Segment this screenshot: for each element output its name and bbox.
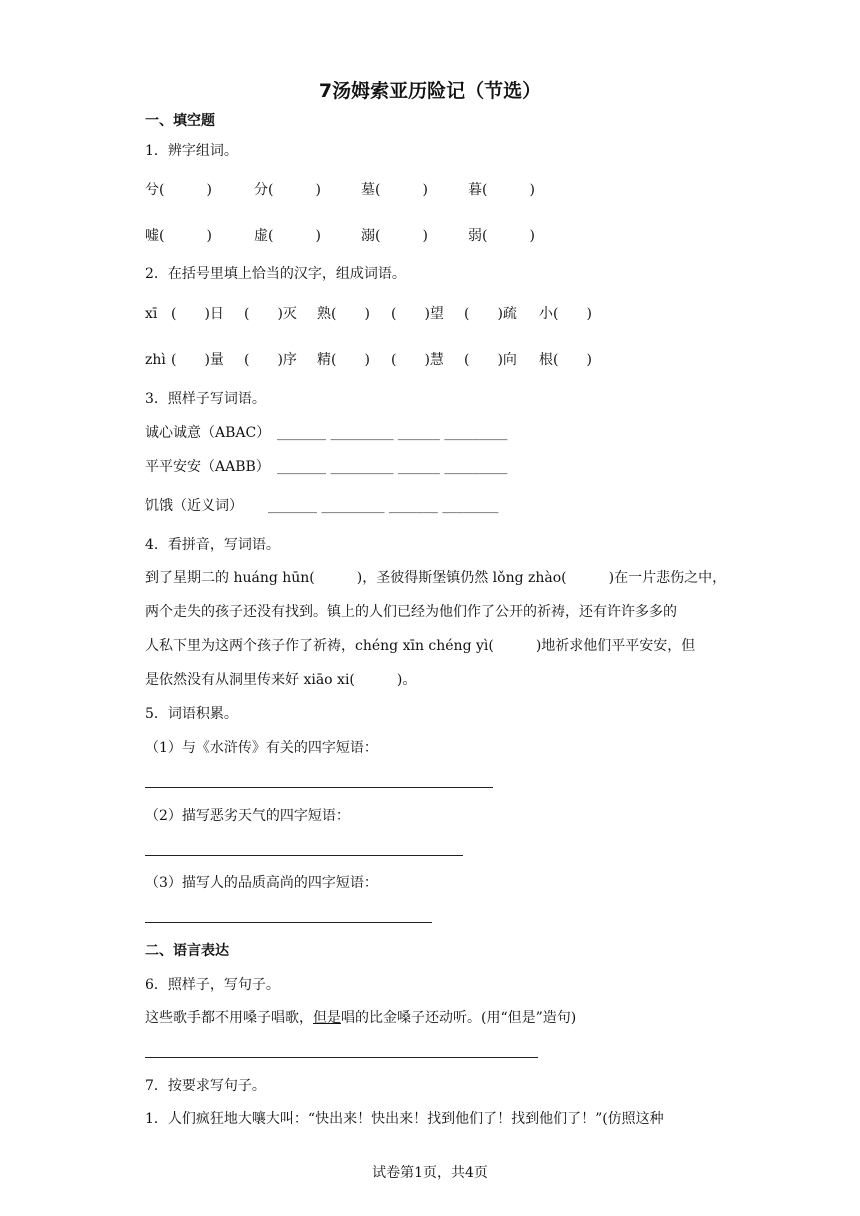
question-2-label: 2．在括号里填上恰当的汉字，组成词语。 xyxy=(145,266,406,282)
passage-line: 人私下里为这两个孩子作了祈祷，chéng xīn chéng yì( )地祈求他们平平安安，但 xyxy=(145,638,696,654)
q1-item: 溺( ) xyxy=(361,228,428,244)
question-6-label: 6．照样子，写句子。 xyxy=(145,977,280,993)
question-4-label: 4．看拼音，写词语。 xyxy=(145,537,280,553)
q2-item: 根( ) xyxy=(539,352,592,368)
q5-sub1: （1）与《水浒传》有关的四字短语： xyxy=(145,740,378,756)
q1-item: 嘘( ) xyxy=(145,228,212,244)
sentence-part: 唱的比金嗓子还动听。(用“但是”造句) xyxy=(341,1010,577,1026)
synonym-prompt: 饥饿（近义词） xyxy=(145,498,243,514)
q2-item: 精( ) xyxy=(317,352,370,368)
q1-item: 墓( ) xyxy=(361,182,428,198)
page-footer: 试卷第1页，共4页 xyxy=(372,1165,488,1181)
abac-answer-blanks[interactable]: _______ _________ ______ _________ xyxy=(277,425,508,441)
sentence-part: 这些歌手都不用嗓子唱歌， xyxy=(145,1010,313,1026)
q2-item: ( )向 xyxy=(464,352,517,368)
answer-line[interactable] xyxy=(145,855,463,856)
underlined-word: 但是 xyxy=(313,1010,341,1026)
pinyin-zhi: zhì xyxy=(145,352,166,368)
q2-item: ( )灭 xyxy=(244,306,297,322)
q2-item: ( )日 xyxy=(171,306,224,322)
aabb-prompt: 平平安安（AABB） xyxy=(145,459,270,475)
synonym-answer-blanks[interactable]: _______ _________ _______ ________ xyxy=(268,498,499,514)
answer-line[interactable] xyxy=(145,922,432,923)
q7-item-1: 1．人们疯狂地大嚷大叫：“快出来！快出来！找到他们了！找到他们了！”(仿照这种 xyxy=(145,1111,664,1127)
answer-line[interactable] xyxy=(145,1057,538,1058)
example-sentence xyxy=(145,1009,576,1027)
q5-sub3: （3）描写人的品质高尚的四字短语： xyxy=(145,875,378,891)
question-3-label: 3．照样子写词语。 xyxy=(145,391,266,407)
q2-item: ( )慧 xyxy=(391,352,444,368)
question-1-label: 1．辨字组词。 xyxy=(145,143,238,159)
question-5-label: 5．词语积累。 xyxy=(145,706,238,722)
page-title: 7汤姆索亚历险记（节选） xyxy=(318,80,542,102)
pinyin-xi: xī xyxy=(145,306,158,322)
q2-item: ( )疏 xyxy=(464,306,517,322)
section-heading-fill-in: 一、填空题 xyxy=(145,113,215,129)
q2-item: ( )望 xyxy=(391,306,444,322)
abac-prompt: 诚心诚意（ABAC） xyxy=(145,425,271,441)
q1-item: 暮( ) xyxy=(468,182,535,198)
q2-item: 熟( ) xyxy=(317,306,370,322)
q2-item: 小( ) xyxy=(539,306,592,322)
q2-item: ( )序 xyxy=(244,352,297,368)
q1-item: 分( ) xyxy=(254,182,321,198)
q2-item: ( )量 xyxy=(171,352,224,368)
answer-line[interactable] xyxy=(145,787,493,788)
q1-item: 虚( ) xyxy=(254,228,321,244)
question-7-label: 7．按要求写句子。 xyxy=(145,1078,266,1094)
passage-line: 到了星期二的 huáng hūn( )，圣彼得斯堡镇仍然 lǒng zhào( )在一片悲伤之中， xyxy=(145,570,727,586)
q1-item: 弱( ) xyxy=(468,228,535,244)
q1-item: 兮( ) xyxy=(145,182,212,198)
aabb-answer-blanks[interactable]: _______ _________ ______ _________ xyxy=(277,459,508,475)
section-heading-language-expression: 二、语言表达 xyxy=(145,943,229,959)
passage-line: 是依然没有从洞里传来好 xiāo xi( )。 xyxy=(145,672,417,688)
q5-sub2: （2）描写恶劣天气的四字短语： xyxy=(145,808,350,824)
passage-line: 两个走失的孩子还没有找到。镇上的人们已经为他们作了公开的祈祷，还有许许多多的 xyxy=(145,604,677,620)
